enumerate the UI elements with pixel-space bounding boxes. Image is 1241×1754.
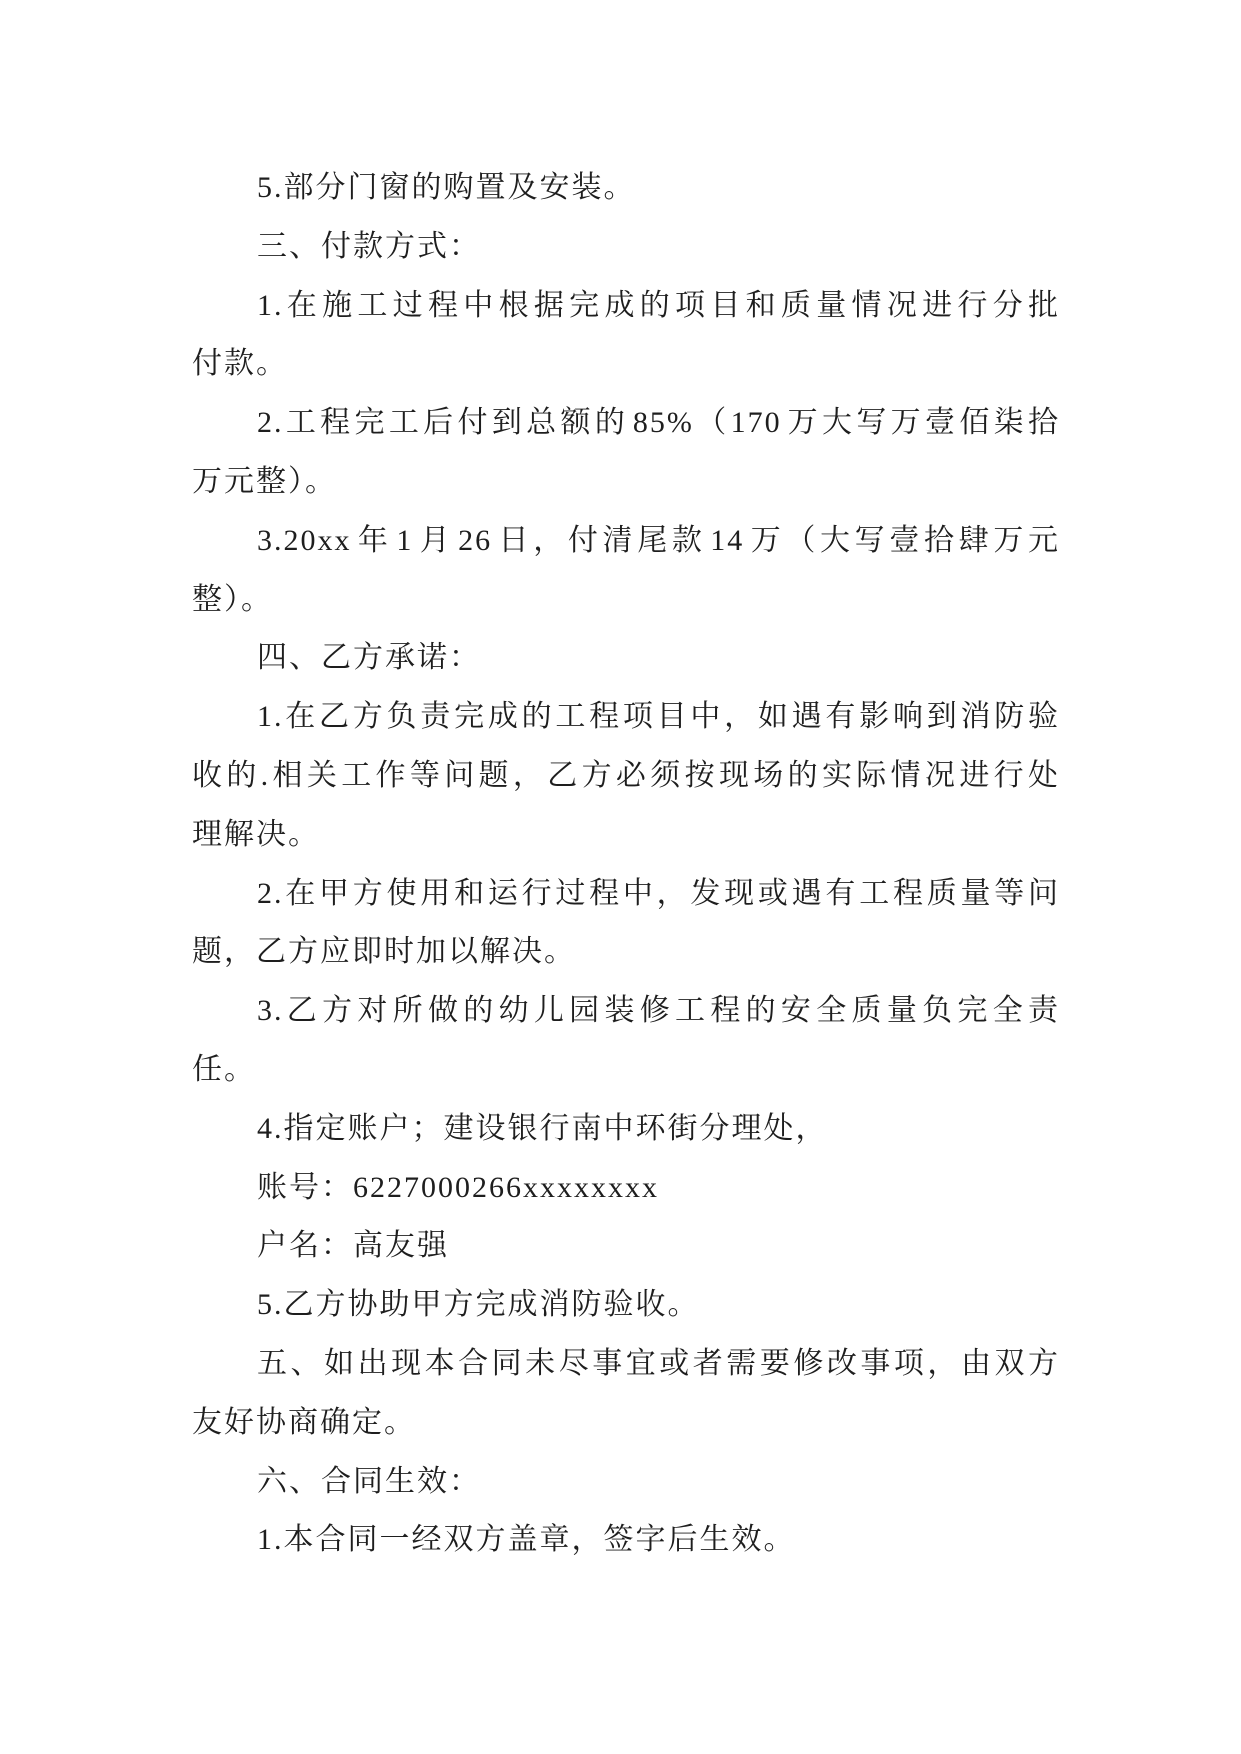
- section-five-amendments: [192, 1335, 1060, 1453]
- text-line: 付款。: [192, 347, 288, 381]
- text-line: 账号：6227000266xxxxxxxx: [257, 1170, 659, 1204]
- text-line: 万元整）。: [192, 464, 337, 498]
- text-line: 整）。: [192, 582, 273, 616]
- paragraph-commitment-3: [192, 982, 1060, 1100]
- paragraph-commitment-1: [192, 688, 1060, 864]
- paragraph-item-5-doors-windows: [192, 159, 1060, 218]
- text-line: 三、付款方式：: [257, 229, 481, 263]
- text-line: 任。: [192, 1052, 256, 1086]
- document-body: [192, 159, 1060, 1570]
- text-line: 1.在施工过程中根据完成的项目和质量情况进行分批: [257, 288, 1060, 322]
- paragraph-account-name: [192, 1217, 1060, 1276]
- paragraph-commitment-2: [192, 865, 1060, 983]
- text-line: 收的.相关工作等问题，乙方必须按现场的实际情况进行处: [192, 758, 1060, 792]
- section-heading-contract-effect: [192, 1453, 1060, 1512]
- paragraph-designated-account: [192, 1100, 1060, 1159]
- paragraph-payment-1: [192, 277, 1060, 395]
- text-line: 六、合同生效：: [257, 1464, 481, 1498]
- paragraph-commitment-5: [192, 1276, 1060, 1335]
- text-line: 户名：高友强: [257, 1229, 449, 1263]
- section-heading-party-b-commitments: [192, 629, 1060, 688]
- text-line: 4.指定账户；建设银行南中环街分理处，: [257, 1111, 828, 1145]
- text-line: 3.乙方对所做的幼儿园装修工程的安全质量负完全责: [257, 994, 1060, 1028]
- text-line: 四、乙方承诺：: [257, 641, 481, 675]
- text-line: 5.部分门窗的购置及安装。: [257, 171, 636, 204]
- section-heading-payment-method: [192, 218, 1060, 277]
- text-line: 题，乙方应即时加以解决。: [192, 935, 576, 969]
- text-line: 1.在乙方负责完成的工程项目中，如遇有影响到消防验: [257, 700, 1060, 734]
- paragraph-effect-1: [192, 1511, 1060, 1570]
- text-line: 友好协商确定。: [192, 1405, 416, 1439]
- text-line: 2.在甲方使用和运行过程中，发现或遇有工程质量等问: [257, 876, 1060, 910]
- paragraph-payment-3: [192, 512, 1060, 630]
- paragraph-payment-2: [192, 394, 1060, 512]
- text-line: 1.本合同一经双方盖章，签字后生效。: [257, 1523, 796, 1557]
- text-line: 理解决。: [192, 817, 320, 851]
- text-line: 5.乙方协助甲方完成消防验收。: [257, 1288, 700, 1322]
- text-line: 2.工程完工后付到总额的85%（170万大写万壹佰柒拾: [257, 406, 1060, 440]
- text-line: 五、如出现本合同未尽事宜或者需要修改事项，由双方: [257, 1346, 1060, 1380]
- text-line: 3.20xx年1月26日，付清尾款14万（大写壹拾肆万元: [257, 523, 1060, 557]
- paragraph-account-number: [192, 1159, 1060, 1218]
